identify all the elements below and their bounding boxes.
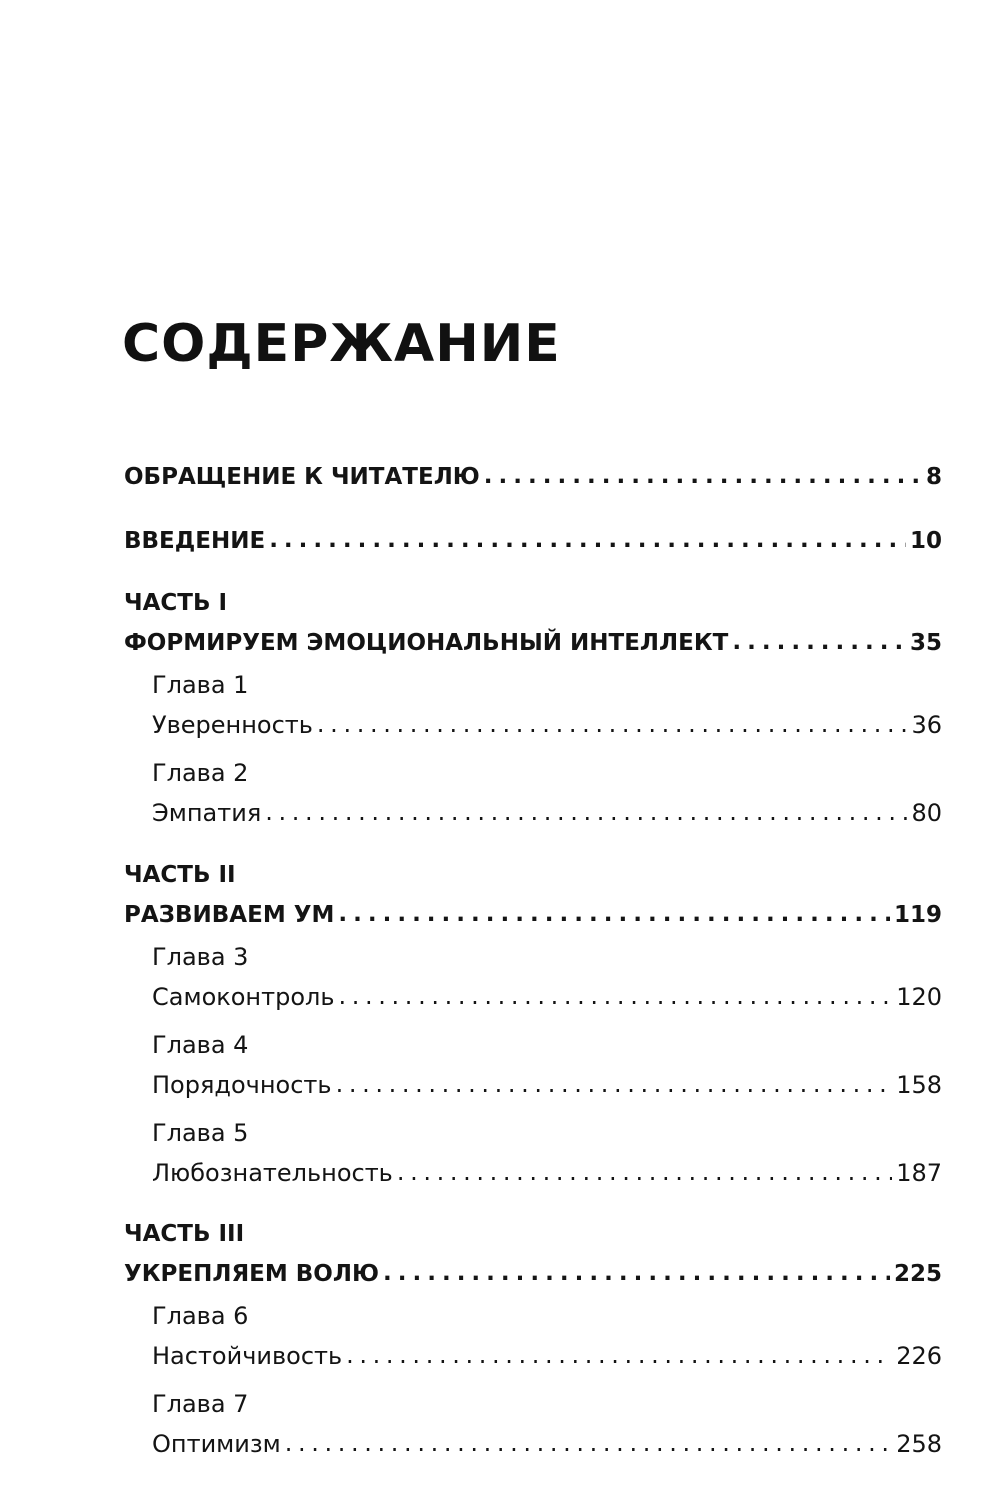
chapter-2-label: Глава 2: [152, 759, 249, 787]
toc-entry-chapter-7[interactable]: [152, 1419, 942, 1459]
toc-entry-chapter-4[interactable]: [152, 1060, 942, 1100]
toc-entry-title: Уверенность: [152, 711, 313, 740]
toc-entry-page: 225: [893, 1261, 942, 1288]
part-3-label: ЧАСТЬ III: [124, 1221, 245, 1247]
toc-entry-page: 226: [896, 1342, 942, 1371]
toc-entry-part-1[interactable]: [124, 618, 942, 658]
toc-entry-page: 10: [909, 528, 942, 555]
toc-entry-page: 36: [911, 711, 942, 740]
dot-leader: [269, 527, 906, 555]
dot-leader: [338, 901, 890, 929]
toc-entry-title: ОБРАЩЕНИЕ К ЧИТАТЕЛЮ: [124, 464, 480, 491]
toc-entry-page: 158: [896, 1071, 942, 1100]
toc-entry-part-2[interactable]: [124, 890, 942, 930]
dot-leader: [732, 629, 906, 657]
part-1-label: ЧАСТЬ I: [124, 590, 228, 616]
toc-entry-part-3[interactable]: [124, 1249, 942, 1289]
dot-leader: [265, 798, 907, 827]
toc-entry-title: Настойчивость: [152, 1342, 343, 1371]
chapter-5-label: Глава 5: [152, 1119, 249, 1147]
toc-entry-chapter-1[interactable]: [152, 700, 942, 740]
dot-leader: [339, 982, 893, 1011]
toc-entry-chapter-3[interactable]: [152, 972, 942, 1012]
dot-leader: [285, 1429, 892, 1458]
toc-entry-page: 80: [911, 799, 942, 828]
chapter-1-label: Глава 1: [152, 671, 249, 699]
toc-entry-page: 120: [896, 983, 942, 1012]
toc-entry-page: 35: [909, 630, 942, 657]
toc-entry-title: ФОРМИРУЕМ ЭМОЦИОНАЛЬНЫЙ ИНТЕЛЛЕКТ: [124, 630, 729, 657]
toc-entry-page: 187: [896, 1159, 942, 1188]
chapter-3-label: Глава 3: [152, 943, 249, 971]
toc-entry-chapter-2[interactable]: [152, 788, 942, 828]
toc-entry-page: 258: [896, 1430, 942, 1459]
dot-leader: [397, 1158, 892, 1187]
chapter-6-label: Глава 6: [152, 1302, 249, 1330]
toc-entry-page: 119: [893, 902, 942, 929]
toc-entry-chapter-6[interactable]: [152, 1331, 942, 1371]
part-2-label: ЧАСТЬ II: [124, 862, 236, 888]
toc-entry-title: УКРЕПЛЯЕМ ВОЛЮ: [124, 1261, 379, 1288]
toc-entry-page: 8: [925, 464, 942, 491]
page-title: СОДЕРЖАНИЕ: [122, 314, 561, 374]
chapter-4-label: Глава 4: [152, 1031, 249, 1059]
toc-entry-title: Самоконтроль: [152, 983, 335, 1012]
toc-entry-title: ВВЕДЕНИЕ: [124, 528, 266, 555]
dot-leader: [484, 463, 922, 491]
toc-entry-chapter-5[interactable]: [152, 1148, 942, 1188]
toc-entry-intro[interactable]: [124, 516, 942, 556]
toc-entry-title: Оптимизм: [152, 1430, 281, 1459]
toc-entry-title: Порядочность: [152, 1071, 332, 1100]
dot-leader: [383, 1260, 890, 1288]
toc-entry-title: Эмпатия: [152, 799, 262, 828]
dot-leader: [346, 1341, 892, 1370]
toc-entry-address[interactable]: [124, 452, 942, 492]
dot-leader: [336, 1070, 893, 1099]
toc-entry-title: РАЗВИВАЕМ УМ: [124, 902, 335, 929]
dot-leader: [317, 710, 908, 739]
chapter-7-label: Глава 7: [152, 1390, 249, 1418]
toc-entry-title: Любознательность: [152, 1159, 393, 1188]
